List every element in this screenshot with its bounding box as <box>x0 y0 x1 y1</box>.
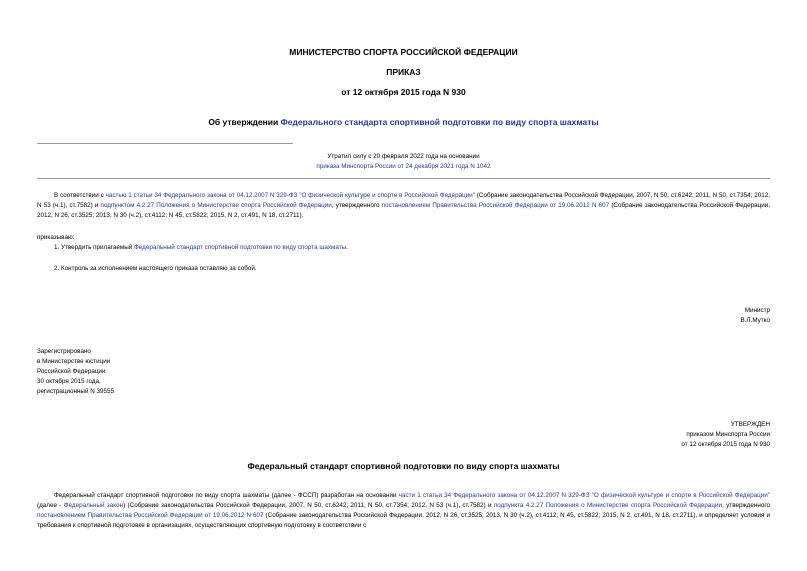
standard-text-2: (далее - <box>37 502 64 509</box>
standard-text-3: ) (Собрание законодательства Российской Федерации, 2007, N 50, ст.6242; 2011, N 50, ст.7354; 2012, N 53 (ч.1), ст.7582) и <box>123 502 494 509</box>
status-line: Утратил силу с 20 февраля 2022 года на основании <box>327 153 480 160</box>
standard-law-link[interactable]: части 1 статьи 34 Федерального закона от 04.12.2007 N 329-ФЗ "О физической культуре и спорте в Российской Федерации" <box>398 492 770 499</box>
signature-block <box>600 306 770 326</box>
approval-line: УТВЕРЖДЕН <box>730 421 770 428</box>
preamble-regulation-link[interactable]: подпунктом 4.2.27 Положения о Министерстве спорта Российской Федерации <box>100 202 332 209</box>
title-standard-link[interactable]: Федерального стандарта спортивной подготовки по виду спорта шахматы <box>280 117 599 127</box>
signature-name: В.Л.Мутко <box>740 317 770 324</box>
status-divider-bottom <box>37 178 770 179</box>
preamble-text-1: В соответствии с <box>54 192 106 199</box>
page-title <box>0 117 807 127</box>
order-item-1-link[interactable]: Федеральный стандарт спортивной подготовки по виду спорта шахматы <box>134 244 347 251</box>
registration-line: Российской Федерации <box>37 368 106 375</box>
standard-regulation-link[interactable]: подпункта 4.2.27 Положения о Министерстве спорта Российской Федерации <box>493 502 723 509</box>
preamble-paragraph <box>37 191 770 221</box>
preamble-text-3: , утвержденного <box>331 202 382 209</box>
order-intro: приказываю: <box>37 234 75 241</box>
preamble-text-4: (Собрание законодательства Российской Федерации, 2012, N 26, ст.3525; 2013, N 30 (ч.2), ст.4112; N 45, ст.5822; 2015, N 2, ст.491, N 18, ст.2711), <box>37 202 770 219</box>
standard-text-5: (Собрание законодательства Российской Федерации, 2012, N 26, ст.3525; 2013, N 30 (ч.2), ст.4112; N 45, ст.5822; 2015, N 2, ст.491, N 18, ст.2711), и определяет условия и требования к спортивной подготовке в организациях, осуществляющих спортивную подготовку в соответствии с <box>37 512 770 529</box>
standard-decree-link[interactable]: постановлением Правительства Российской Федерации от 19.06.2012 N 607 <box>37 512 264 519</box>
standard-heading: Федеральный стандарт спортивной подготовки по виду спорта шахматы <box>247 461 560 471</box>
registration-line: Зарегистрировано <box>37 348 91 355</box>
registration-line: 30 октября 2015 года, <box>37 378 101 385</box>
preamble-decree-link[interactable]: постановлением Правительства Российской Федерации от 19.06.2012 N 607 <box>381 202 610 209</box>
order-item-1-text: 1. Утвердить прилагаемый <box>54 244 135 251</box>
approval-block <box>570 420 770 450</box>
standard-text-1: Федеральный стандарт спортивной подготовки по виду спорта шахматы (далее - ФССП) разработан на основании <box>54 492 399 499</box>
standard-paragraph <box>37 491 770 531</box>
preamble-law-link[interactable]: частью 1 статьи 34 Федерального закона от 04.12.2007 N 329-ФЗ "О физической культуре и спорте в Российской Федерации" <box>105 192 475 199</box>
approval-line: от 12 октября 2015 года N 930 <box>681 441 770 448</box>
signature-position: Министр <box>744 307 770 314</box>
title-prefix: Об утверждении <box>208 117 281 127</box>
approval-line: приказом Минспорта России <box>686 431 770 438</box>
standard-text-4: , утвержденного <box>722 502 770 509</box>
registration-line: регистрационный N 39555 <box>37 388 115 395</box>
doc-type-heading: ПРИКАЗ <box>386 67 421 77</box>
ministry-heading: МИНИСТЕРСТВО СПОРТА РОССИЙСКОЙ ФЕДЕРАЦИИ <box>289 47 518 57</box>
registration-line: в Министерстве юстиции <box>37 358 111 365</box>
standard-federal-law-link[interactable]: Федеральный закон <box>63 502 124 509</box>
order-item-2: 2. Контроль за исполнением настоящего приказа оставляю за собой. <box>54 265 257 272</box>
status-divider-top <box>37 143 293 144</box>
registration-block <box>37 347 237 397</box>
status-repeal-link[interactable]: приказа Минспорта России от 24 декабря 2021 года N 1042 <box>316 162 491 170</box>
status-notice <box>0 152 807 171</box>
order-item-1 <box>54 243 770 253</box>
order-item-1-end: . <box>346 244 348 251</box>
order-date-number: от 12 октября 2015 года N 930 <box>341 87 466 97</box>
preamble-text-2: (Собрание законодательства Российской Федерации, 2007, N 50, ст.6242; 2011, N 50, ст.7354; 2012, N 53 (ч.1), ст.7582) и <box>37 192 771 209</box>
